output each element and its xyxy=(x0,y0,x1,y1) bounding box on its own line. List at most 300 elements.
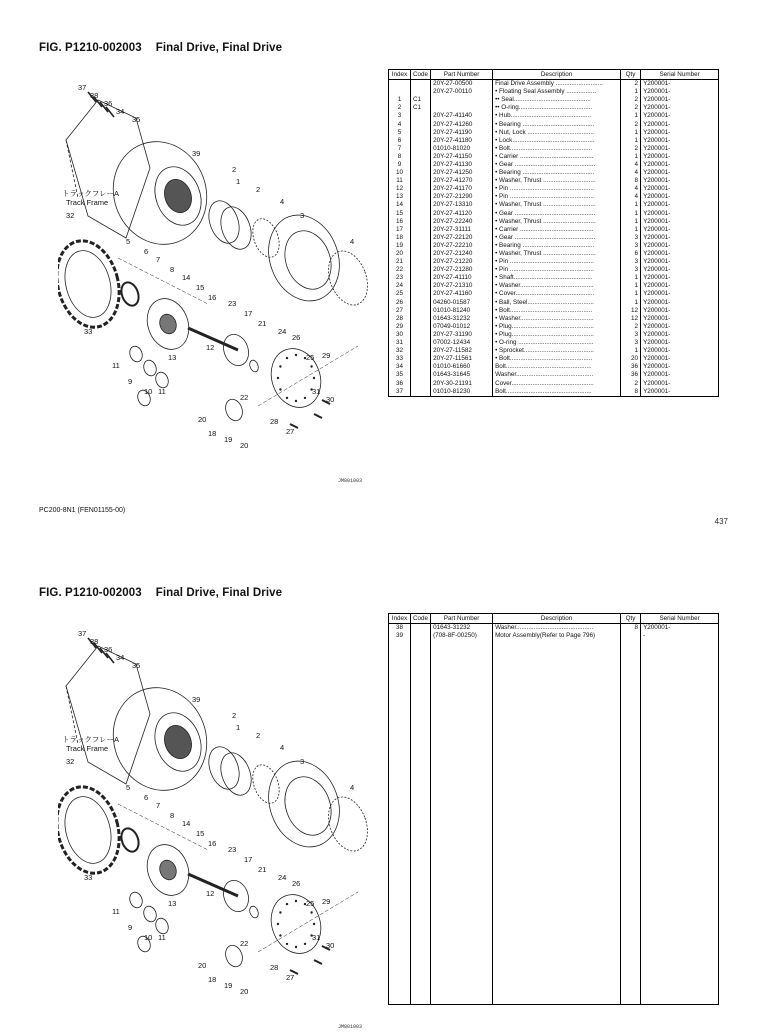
callout-number: 7 xyxy=(156,801,161,810)
column-header-serial-number: Serial Number xyxy=(641,70,719,80)
table-row-empty xyxy=(389,859,719,867)
table-row xyxy=(389,266,719,274)
row-description: • Washer.......................................... xyxy=(493,315,621,323)
figure-description: Final Drive, Final Drive xyxy=(155,587,283,599)
empty-cell xyxy=(493,972,621,980)
callout-number: 26 xyxy=(292,333,301,342)
table-row xyxy=(389,299,719,307)
row-code xyxy=(411,218,431,226)
empty-cell xyxy=(431,980,493,988)
o-ring xyxy=(215,749,256,800)
exploded-diagram xyxy=(58,78,378,488)
row-index: 4 xyxy=(389,120,411,128)
row-code xyxy=(411,258,431,266)
row-description: • Gear .............................................. xyxy=(493,210,621,218)
row-serial-number: Y200001- xyxy=(641,242,719,250)
row-index: 37 xyxy=(389,388,411,397)
callout-number: 12 xyxy=(206,343,215,352)
callout-number: 28 xyxy=(270,417,279,426)
empty-cell xyxy=(621,859,641,867)
empty-cell xyxy=(431,664,493,672)
diagram-code: JM801003 xyxy=(338,478,363,484)
row-description: • Pin ................................................ xyxy=(493,185,621,193)
row-part-number: 20Y-27-22210 xyxy=(431,242,493,250)
row-code xyxy=(411,137,431,145)
empty-cell xyxy=(641,673,719,681)
empty-cell xyxy=(493,843,621,851)
empty-cell xyxy=(431,988,493,996)
row-part-number: 20Y-27-41150 xyxy=(431,153,493,161)
model-label: PC200-8N1 (FEN01155-00) xyxy=(39,507,126,514)
empty-cell xyxy=(389,770,411,778)
row-code xyxy=(411,201,431,209)
row-qty: 36 xyxy=(621,363,641,371)
row-index: 31 xyxy=(389,339,411,347)
row-qty: 1 xyxy=(621,347,641,355)
empty-cell xyxy=(621,648,641,656)
row-description: • Floating Seal Assembly ................. xyxy=(493,88,621,96)
callout-number: 2 xyxy=(256,185,261,194)
table-row-empty xyxy=(389,883,719,891)
figure-number: FIG. P1210-002003 xyxy=(39,587,142,599)
empty-cell xyxy=(431,673,493,681)
row-index: 7 xyxy=(389,145,411,153)
row-part-number xyxy=(431,96,493,104)
empty-cell xyxy=(389,648,411,656)
empty-cell xyxy=(411,964,431,972)
row-code xyxy=(411,80,431,89)
row-part-number: 20Y-27-21290 xyxy=(431,193,493,201)
table-row xyxy=(389,274,719,282)
row-code xyxy=(411,323,431,331)
row-description: • Plug............................................... xyxy=(493,331,621,339)
row-qty: 3 xyxy=(621,331,641,339)
empty-cell xyxy=(493,948,621,956)
row-part-number: 01010-81240 xyxy=(431,307,493,315)
row-code xyxy=(411,169,431,177)
row-code xyxy=(411,371,431,379)
row-qty: 2 xyxy=(621,80,641,89)
empty-cell xyxy=(641,826,719,834)
empty-cell xyxy=(431,956,493,964)
row-part-number: 20Y-27-31111 xyxy=(431,226,493,234)
empty-cell xyxy=(431,810,493,818)
table-row-empty xyxy=(389,899,719,907)
empty-cell xyxy=(641,867,719,875)
empty-cell xyxy=(493,689,621,697)
row-serial-number: Y200001- xyxy=(641,363,719,371)
callout-number: 29 xyxy=(322,351,331,360)
empty-cell xyxy=(389,834,411,842)
sprocket xyxy=(58,780,131,881)
table-row xyxy=(389,169,719,177)
row-qty: 6 xyxy=(621,250,641,258)
empty-cell xyxy=(389,778,411,786)
cover-bolt-hole xyxy=(304,943,306,945)
table-row-empty xyxy=(389,770,719,778)
row-description: • Carrier .......................................... xyxy=(493,153,621,161)
row-serial-number: Y200001- xyxy=(641,104,719,112)
callout-number: 1 xyxy=(236,723,241,732)
row-code xyxy=(411,226,431,234)
row-part-number: 20Y-27-41270 xyxy=(431,177,493,185)
table-row xyxy=(389,388,719,397)
table-row-empty xyxy=(389,648,719,656)
empty-cell xyxy=(411,762,431,770)
row-part-number: 01010-61660 xyxy=(431,363,493,371)
empty-cell xyxy=(493,996,621,1005)
row-serial-number: Y200001- xyxy=(641,290,719,298)
lock-nut xyxy=(118,280,141,308)
callout-number: 2 xyxy=(232,711,237,720)
empty-cell xyxy=(389,867,411,875)
empty-cell xyxy=(641,640,719,648)
row-serial-number: Y200001- xyxy=(641,379,719,387)
empty-cell xyxy=(621,834,641,842)
row-qty: 4 xyxy=(621,169,641,177)
empty-cell xyxy=(411,883,431,891)
empty-cell xyxy=(621,956,641,964)
row-description: • Bearing ......................................... xyxy=(493,120,621,128)
empty-cell xyxy=(641,948,719,956)
table-row xyxy=(389,632,719,640)
empty-cell xyxy=(493,762,621,770)
table-row xyxy=(389,153,719,161)
table-row xyxy=(389,307,719,315)
cover-bolt-hole xyxy=(286,943,288,945)
empty-cell xyxy=(493,923,621,931)
empty-cell xyxy=(411,745,431,753)
empty-cell xyxy=(493,883,621,891)
row-serial-number: Y200001- xyxy=(641,323,719,331)
row-description: • Sprocket........................................ xyxy=(493,347,621,355)
row-qty: 3 xyxy=(621,234,641,242)
row-serial-number: Y200001- xyxy=(641,331,719,339)
empty-cell xyxy=(411,859,431,867)
row-part-number: 01010-81020 xyxy=(431,145,493,153)
table-row-empty xyxy=(389,681,719,689)
empty-cell xyxy=(411,940,431,948)
empty-cell xyxy=(431,656,493,664)
row-code xyxy=(411,177,431,185)
table-row-empty xyxy=(389,964,719,972)
empty-cell xyxy=(641,794,719,802)
hub-inner xyxy=(277,770,339,841)
empty-cell xyxy=(621,843,641,851)
row-code xyxy=(411,624,431,633)
row-part-number: 20Y-27-41180 xyxy=(431,137,493,145)
empty-cell xyxy=(621,883,641,891)
empty-cell xyxy=(493,956,621,964)
callout-number: 11 xyxy=(158,933,166,942)
cover-bolt-hole xyxy=(313,377,315,379)
table-row-empty xyxy=(389,988,719,996)
empty-cell xyxy=(641,980,719,988)
row-part-number: 20Y-27-11561 xyxy=(431,355,493,363)
empty-cell xyxy=(641,705,719,713)
empty-cell xyxy=(493,964,621,972)
row-qty: 2 xyxy=(621,145,641,153)
row-description: • Pin ................................................ xyxy=(493,193,621,201)
empty-cell xyxy=(431,762,493,770)
row-serial-number: Y200001- xyxy=(641,185,719,193)
empty-cell xyxy=(493,778,621,786)
empty-cell xyxy=(641,972,719,980)
empty-cell xyxy=(431,721,493,729)
row-part-number: 20Y-27-22120 xyxy=(431,234,493,242)
callout-number: 34 xyxy=(116,107,125,116)
empty-cell xyxy=(641,810,719,818)
empty-cell xyxy=(389,988,411,996)
row-part-number: 20Y-27-41260 xyxy=(431,120,493,128)
row-serial-number: Y200001- xyxy=(641,80,719,89)
washer xyxy=(248,905,260,919)
bolt-icon xyxy=(314,960,322,964)
catalog-page-2 xyxy=(0,540,768,1030)
table-row xyxy=(389,137,719,145)
empty-cell xyxy=(411,875,431,883)
row-qty: 1 xyxy=(621,218,641,226)
row-part-number: 20Y-27-31190 xyxy=(431,331,493,339)
row-code: C1 xyxy=(411,104,431,112)
row-index: 8 xyxy=(389,153,411,161)
empty-cell xyxy=(493,940,621,948)
empty-cell xyxy=(411,899,431,907)
empty-cell xyxy=(389,859,411,867)
row-serial-number: Y200001- xyxy=(641,624,719,633)
empty-cell xyxy=(411,923,431,931)
row-description: •• Seal............................................ xyxy=(493,96,621,104)
empty-cell xyxy=(431,867,493,875)
empty-cell xyxy=(621,737,641,745)
row-serial-number: Y200001- xyxy=(641,250,719,258)
empty-cell xyxy=(431,851,493,859)
row-qty: 8 xyxy=(621,177,641,185)
row-qty: 1 xyxy=(621,226,641,234)
empty-cell xyxy=(493,980,621,988)
row-qty: 2 xyxy=(621,120,641,128)
row-description: • Gear .............................................. xyxy=(493,161,621,169)
row-part-number: 07002-12434 xyxy=(431,339,493,347)
callout-number: 3 xyxy=(300,757,305,766)
callout-number: 22 xyxy=(240,393,249,402)
row-code xyxy=(411,379,431,387)
figure-number: FIG. P1210-002003 xyxy=(39,42,142,54)
callout-number: 7 xyxy=(156,255,161,264)
callout-number: 32 xyxy=(66,211,75,220)
empty-cell xyxy=(431,745,493,753)
row-description: • Bolt............................................... xyxy=(493,145,621,153)
row-serial-number: Y200001- xyxy=(641,218,719,226)
track-frame-label-jp: トラックフレーA xyxy=(62,735,120,744)
empty-cell xyxy=(641,940,719,948)
cover-bolt-hole xyxy=(295,900,297,902)
empty-cell xyxy=(389,923,411,931)
table-row xyxy=(389,80,719,89)
row-qty: 36 xyxy=(621,371,641,379)
track-frame-label-jp: トラックフレーA xyxy=(62,189,120,198)
empty-cell xyxy=(493,697,621,705)
table-row xyxy=(389,355,719,363)
column-header-description: Description xyxy=(493,614,621,624)
empty-cell xyxy=(411,664,431,672)
row-serial-number: Y200001- xyxy=(641,88,719,96)
empty-cell xyxy=(641,689,719,697)
empty-cell xyxy=(641,915,719,923)
row-description: • Bolt............................................... xyxy=(493,307,621,315)
row-serial-number: Y200001- xyxy=(641,177,719,185)
empty-cell xyxy=(431,972,493,980)
row-qty xyxy=(621,632,641,640)
table-row-empty xyxy=(389,721,719,729)
empty-cell xyxy=(621,762,641,770)
row-index: 2 xyxy=(389,104,411,112)
row-serial-number: Y200001- xyxy=(641,193,719,201)
row-qty: 1 xyxy=(621,201,641,209)
row-code xyxy=(411,315,431,323)
page-number: 437 xyxy=(714,517,728,526)
empty-cell xyxy=(621,923,641,931)
empty-cell xyxy=(389,810,411,818)
row-serial-number: Y200001- xyxy=(641,274,719,282)
figure-title xyxy=(39,42,282,54)
bearing-ring xyxy=(248,215,284,261)
row-qty: 20 xyxy=(621,355,641,363)
empty-cell xyxy=(621,745,641,753)
empty-cell xyxy=(431,729,493,737)
empty-cell xyxy=(431,875,493,883)
row-serial-number: Y200001- xyxy=(641,145,719,153)
row-description: • Bolt............................................... xyxy=(493,355,621,363)
row-index: 24 xyxy=(389,282,411,290)
callout-number: 38 xyxy=(90,637,99,646)
row-index: 33 xyxy=(389,355,411,363)
assembly-line xyxy=(118,258,208,304)
callout-number: 27 xyxy=(286,427,295,436)
row-code xyxy=(411,185,431,193)
row-description: • O-ring ........................................... xyxy=(493,339,621,347)
row-description: • Nut, Lock ...................................... xyxy=(493,129,621,137)
empty-cell xyxy=(411,697,431,705)
row-index: 1 xyxy=(389,96,411,104)
empty-cell xyxy=(389,713,411,721)
empty-cell xyxy=(431,996,493,1005)
row-index: 18 xyxy=(389,234,411,242)
empty-cell xyxy=(621,697,641,705)
figure-description: Final Drive, Final Drive xyxy=(155,42,283,54)
planet-gear xyxy=(128,344,145,363)
empty-cell xyxy=(389,640,411,648)
row-code xyxy=(411,331,431,339)
row-serial-number: Y200001- xyxy=(641,315,719,323)
empty-cell xyxy=(411,802,431,810)
empty-cell xyxy=(621,640,641,648)
callout-number: 14 xyxy=(182,273,191,282)
empty-cell xyxy=(621,713,641,721)
empty-cell xyxy=(411,705,431,713)
table-row-empty xyxy=(389,907,719,915)
empty-cell xyxy=(641,729,719,737)
table-row-empty xyxy=(389,802,719,810)
empty-cell xyxy=(411,640,431,648)
table-row xyxy=(389,177,719,185)
empty-cell xyxy=(389,818,411,826)
callout-number: 8 xyxy=(170,265,175,274)
empty-cell xyxy=(389,907,411,915)
table-row xyxy=(389,331,719,339)
row-description: • Washer, Thrust .............................. xyxy=(493,218,621,226)
empty-cell xyxy=(389,762,411,770)
track-frame-label-en: Track Frame xyxy=(66,198,109,207)
cover-bolt-hole xyxy=(310,911,312,913)
callout-number: 20 xyxy=(198,961,207,970)
empty-cell xyxy=(621,794,641,802)
row-qty: 1 xyxy=(621,137,641,145)
cover xyxy=(263,342,329,415)
column-header-part-number: Part Number xyxy=(431,614,493,624)
row-part-number: 01643-31232 xyxy=(431,315,493,323)
empty-cell xyxy=(493,794,621,802)
callout-number: 18 xyxy=(208,429,217,438)
column-header-index: Index xyxy=(389,614,411,624)
callout-number: 17 xyxy=(244,309,253,318)
cover xyxy=(263,888,329,961)
empty-cell xyxy=(389,940,411,948)
callout-number: 20 xyxy=(240,441,249,450)
callout-number: 5 xyxy=(126,783,131,792)
callout-number: 17 xyxy=(244,855,253,864)
o-ring xyxy=(215,203,256,254)
cover-bolt-hole xyxy=(295,354,297,356)
callout-number: 4 xyxy=(280,197,285,206)
empty-cell xyxy=(493,875,621,883)
callout-number: 24 xyxy=(278,873,287,882)
row-code xyxy=(411,193,431,201)
row-part-number: 01643-31232 xyxy=(431,624,493,633)
empty-cell xyxy=(431,713,493,721)
callout-number: 2 xyxy=(256,731,261,740)
row-code xyxy=(411,347,431,355)
empty-cell xyxy=(621,907,641,915)
empty-cell xyxy=(389,883,411,891)
cover-bolt-hole xyxy=(279,388,281,390)
row-code xyxy=(411,339,431,347)
row-qty: 2 xyxy=(621,323,641,331)
empty-cell xyxy=(621,948,641,956)
empty-cell xyxy=(411,907,431,915)
row-part-number: 20Y-27-41110 xyxy=(431,274,493,282)
cover-bolt-hole xyxy=(286,357,288,359)
seal-ring xyxy=(203,743,244,794)
table-row xyxy=(389,234,719,242)
empty-cell xyxy=(621,980,641,988)
callout-number: 39 xyxy=(192,149,201,158)
empty-cell xyxy=(493,681,621,689)
callout-number: 35 xyxy=(132,661,141,670)
empty-cell xyxy=(411,673,431,681)
empty-cell xyxy=(493,721,621,729)
table-row-empty xyxy=(389,640,719,648)
row-serial-number: Y200001- xyxy=(641,347,719,355)
empty-cell xyxy=(493,907,621,915)
empty-cell xyxy=(411,689,431,697)
callout-number: 33 xyxy=(84,873,93,882)
empty-cell xyxy=(493,988,621,996)
row-code xyxy=(411,145,431,153)
callout-number: 28 xyxy=(270,963,279,972)
planet-gear xyxy=(128,890,145,909)
empty-cell xyxy=(411,737,431,745)
